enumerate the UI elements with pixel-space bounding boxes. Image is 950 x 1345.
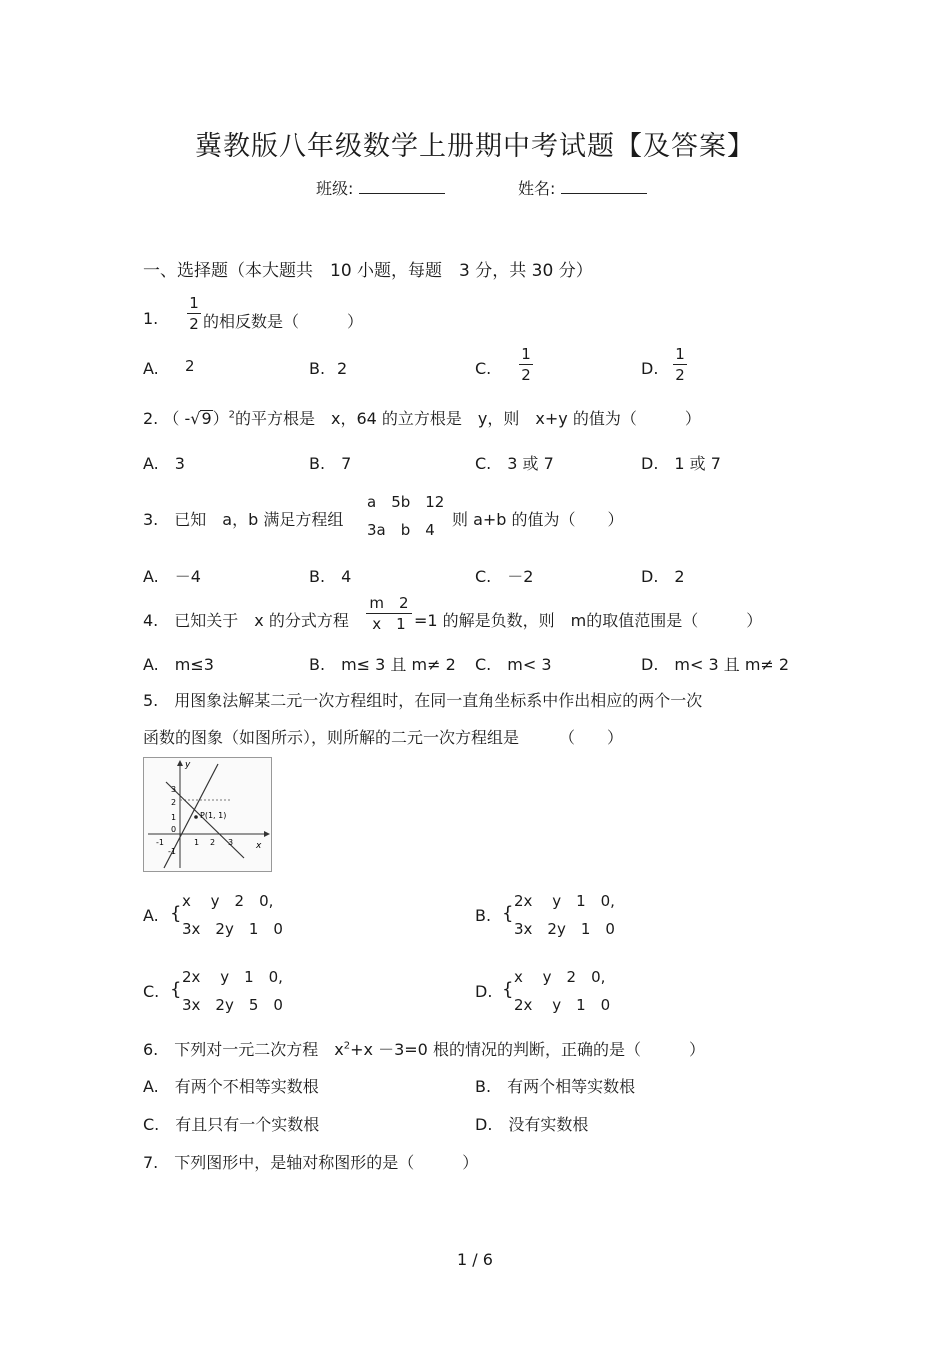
left-brace-icon: { [170, 903, 182, 924]
class-field [316, 176, 445, 199]
q5-graph [143, 757, 272, 872]
q2-option-c: C. 3 或 7 [475, 454, 554, 473]
y-tick-3: 3 [171, 785, 177, 794]
y-tick-neg1: -1 [168, 847, 176, 856]
name-field [518, 176, 647, 199]
q1-d-den: 2 [675, 366, 685, 384]
q1-option-a-value: 2 [185, 357, 195, 375]
q5-option-b-label: B. [475, 906, 492, 925]
q5-d-row1: x y 2 0, [514, 968, 606, 986]
q2-option-a: A. 3 [143, 454, 185, 473]
radical-sign-icon: √ [190, 409, 201, 428]
q5-option-a-label: A. [143, 906, 159, 925]
q3-equation-system [367, 488, 444, 544]
q5-option-d-system [514, 963, 610, 1019]
page-title: 冀教版八年级数学上册期中考试题【及答案】 [195, 131, 755, 162]
q4-option-a: A. m≤3 [143, 655, 214, 674]
left-brace-icon: { [170, 979, 182, 1000]
q6-option-d: D. 没有实数根 [475, 1115, 589, 1134]
q2-stem-mid: ） [212, 409, 229, 428]
x-tick-neg1: -1 [156, 838, 164, 847]
q1-option-d-fraction [673, 345, 687, 384]
q3-option-b: B. 4 [309, 567, 352, 586]
q2-exponent: 2 [228, 409, 236, 421]
q5-b-row1: 2x y 1 0, [514, 892, 615, 910]
name-label: 姓名: [518, 179, 556, 198]
q1-c-num: 1 [521, 345, 531, 363]
q1-number: 1. [143, 309, 159, 328]
q5-c-row1: 2x y 1 0, [182, 968, 283, 986]
q5-graph-svg [144, 758, 271, 871]
q4-fraction [366, 594, 412, 633]
x-axis-label: x [256, 841, 262, 851]
q7-stem: 7. 下列图形中，是轴对称图形的是（ ） [143, 1153, 479, 1172]
q1-d-num: 1 [675, 345, 685, 363]
q1-option-c-fraction [519, 345, 533, 384]
class-label: 班级: [316, 179, 354, 198]
point-label: P(1, 1) [200, 811, 227, 820]
q2-stem [143, 406, 701, 429]
q1-option-a-label: A. [143, 359, 159, 378]
y-axis-arrow-icon [177, 760, 183, 766]
q3-option-a: A. －4 [143, 567, 201, 586]
q6-option-b: B. 有两个相等实数根 [475, 1077, 636, 1096]
x-tick-2: 2 [210, 838, 216, 847]
q3-option-c: C. －2 [475, 567, 534, 586]
q1-option-b-label: B. [309, 359, 326, 378]
q2-stem-post: 的平方根是 x，64 的立方根是 y，则 x+y 的值为（ ） [235, 409, 701, 428]
q5-option-b-system [514, 887, 615, 943]
q3-stem-pre: 3. 已知 a，b 满足方程组 [143, 510, 344, 529]
q4-option-c: C. m< 3 [475, 655, 552, 674]
q2-option-d: D. 1 或 7 [641, 454, 721, 473]
q5-c-row2: 3x 2y 5 0 [182, 996, 283, 1014]
q6-stem-pre: 6. 下列对一元二次方程 x [143, 1040, 344, 1059]
q2-radicand: 9 [201, 409, 212, 428]
q2-stem-pre: （ - [163, 409, 191, 428]
q1-frac-num: 1 [189, 294, 199, 312]
x-axis-arrow-icon [264, 831, 270, 837]
q4-option-d: D. m< 3 且 m≠ 2 [641, 655, 790, 674]
q6-option-c: C. 有且只有一个实数根 [143, 1115, 320, 1134]
q1-option-c-label: C. [475, 359, 492, 378]
q6-stem-post: +x －3=0 根的情况的判断，正确的是（ ） [350, 1040, 705, 1059]
intersection-point [194, 815, 198, 819]
q6-option-a: A. 有两个不相等实数根 [143, 1077, 319, 1096]
q5-option-d-label: D. [475, 982, 493, 1001]
q4-stem-post: =1 的解是负数，则 m的取值范围是（ ） [414, 611, 763, 630]
q5-stem-line1: 5. 用图象法解某二元一次方程组时，在同一直角坐标系中作出相应的两个一次 [143, 691, 703, 710]
q5-stem-line2: 函数的图象（如图所示），则所解的二元一次方程组是 （ ） [143, 728, 624, 747]
q5-option-c-label: C. [143, 982, 160, 1001]
x-tick-3: 3 [228, 838, 234, 847]
q5-b-row2: 3x 2y 1 0 [514, 920, 615, 938]
q3-option-d: D. 2 [641, 567, 685, 586]
q1-c-den: 2 [521, 366, 531, 384]
y-tick-0: 0 [171, 825, 177, 834]
q3-eq-row1: a 5b 12 [367, 493, 445, 511]
q4-frac-den: x 1 [372, 615, 406, 633]
q3-eq-row2: 3a b 4 [367, 521, 435, 539]
q2-option-b: B. 7 [309, 454, 352, 473]
page-number: 1 / 6 [457, 1250, 493, 1269]
q5-option-c-system [182, 963, 283, 1019]
q4-stem-pre: 4. 已知关于 x 的分式方程 [143, 611, 349, 630]
q5-a-row2: 3x 2y 1 0 [182, 920, 283, 938]
x-tick-1: 1 [194, 838, 200, 847]
y-tick-2: 2 [171, 798, 177, 807]
q3-stem-post: 则 a+b 的值为（ ） [452, 510, 624, 529]
q5-option-a-system [182, 887, 283, 943]
y-tick-1: 1 [171, 813, 177, 822]
q4-option-b: B. m≤ 3 且 m≠ 2 [309, 655, 456, 674]
section-heading: 一、选择题（本大题共 10 小题，每题 3 分，共 30 分） [143, 261, 593, 281]
q1-frac-den: 2 [189, 315, 199, 333]
q1-option-b-value: 2 [337, 359, 348, 378]
y-axis-label: y [185, 760, 191, 770]
class-blank[interactable] [359, 179, 445, 194]
left-brace-icon: { [502, 903, 514, 924]
q5-d-row2: 2x y 1 0 [514, 996, 611, 1014]
q1-fraction [187, 294, 201, 333]
q2-number: 2. [143, 409, 159, 428]
q4-frac-num: m 2 [369, 594, 409, 612]
name-blank[interactable] [561, 179, 647, 194]
left-brace-icon: { [502, 979, 514, 1000]
q5-a-row1: x y 2 0, [182, 892, 274, 910]
q6-stem [143, 1037, 705, 1060]
q6-exponent: 2 [343, 1040, 351, 1052]
q1-option-d-label: D. [641, 359, 659, 378]
q1-stem: 的相反数是（ ） [203, 312, 364, 331]
